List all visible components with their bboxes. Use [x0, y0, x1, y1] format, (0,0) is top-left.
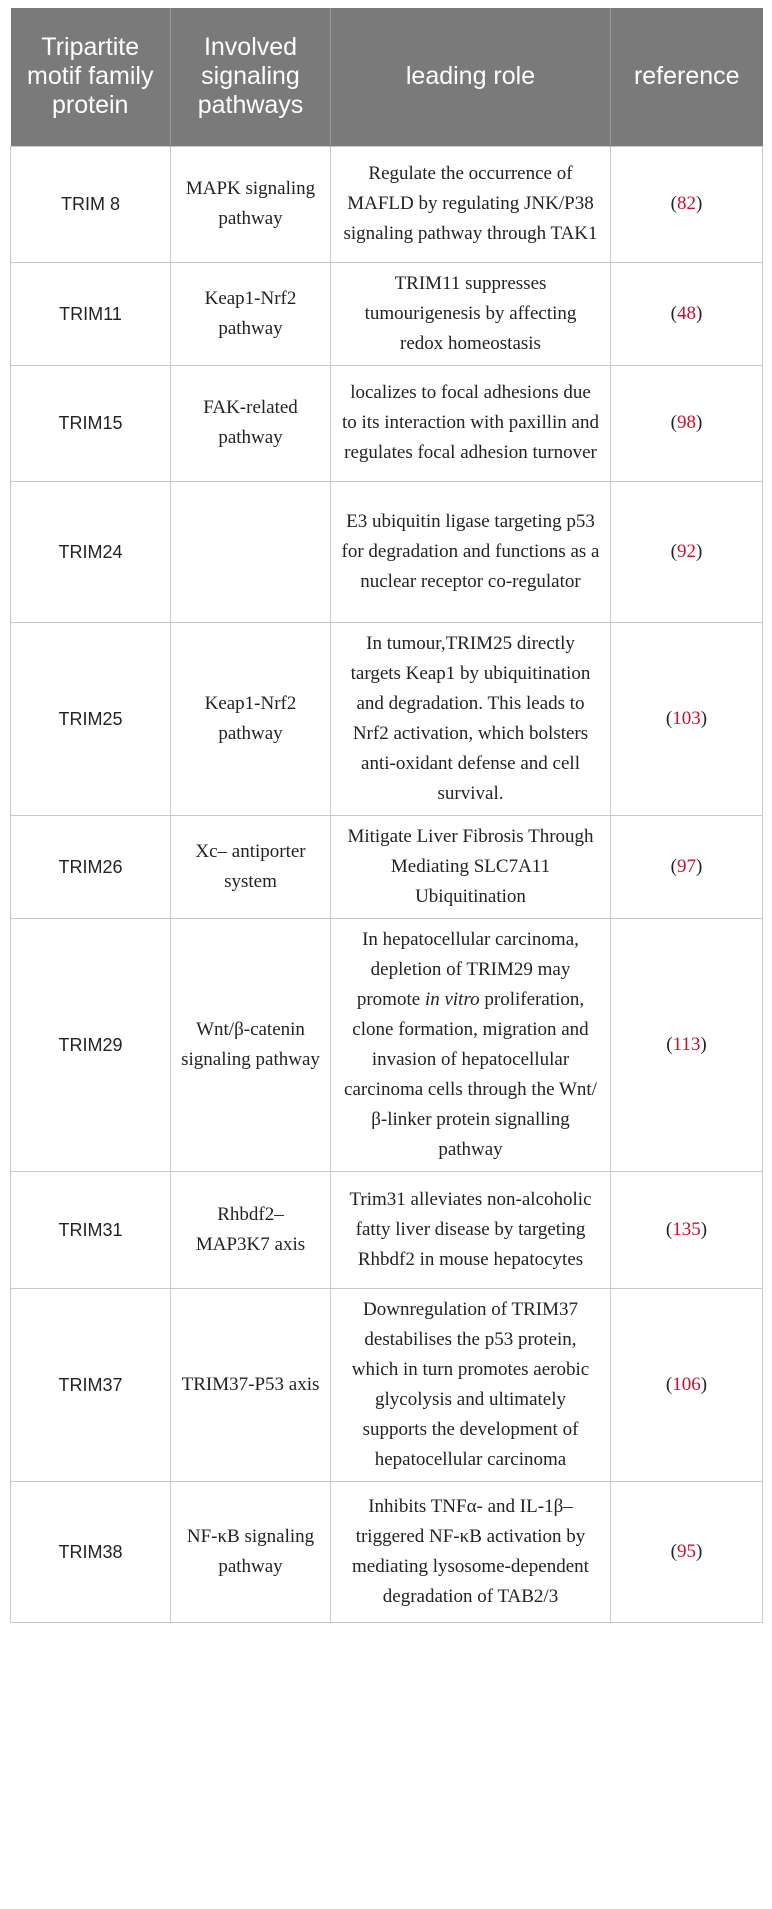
leading-role-cell — [331, 1288, 611, 1481]
reference-close-paren: ) — [700, 1373, 708, 1395]
leading-role-cell — [331, 262, 611, 365]
reference-close-paren: ) — [696, 302, 703, 324]
protein-cell: TRIM29 — [11, 918, 171, 1171]
reference-open-paren: ( — [665, 1373, 673, 1395]
role-text: localizes to focal adhesions due to its interaction with paxillin and regulates focal adhesion turnover — [342, 382, 599, 463]
role-text: TRIM11 suppresses tumourigenesis by affecting redox homeostasis — [364, 272, 577, 354]
leading-role-cell — [331, 1171, 611, 1288]
reference-link[interactable]: 92 — [677, 540, 696, 562]
pathway-cell: MAPK signaling pathway — [171, 146, 331, 262]
reference-cell — [611, 262, 763, 365]
reference-cell — [611, 918, 763, 1171]
pathway-cell: Xc– antiporter system — [171, 815, 331, 918]
table-row — [11, 146, 763, 262]
reference-open-paren: ( — [670, 1540, 677, 1562]
reference-cell — [611, 1171, 763, 1288]
reference-open-paren: ( — [670, 540, 677, 562]
reference-close-paren: ) — [700, 1218, 708, 1240]
table-header — [11, 8, 763, 146]
reference-cell — [611, 1288, 763, 1481]
protein-cell: TRIM37 — [11, 1288, 171, 1481]
table-row — [11, 815, 763, 918]
reference-link[interactable]: 97 — [677, 855, 696, 877]
reference-link[interactable]: 135 — [672, 1218, 701, 1240]
header-protein: Tripartite motif family protein — [11, 8, 171, 146]
protein-cell: TRIM15 — [11, 365, 171, 481]
reference-close-paren: ) — [696, 540, 703, 562]
reference-open-paren: ( — [666, 1033, 673, 1055]
table-body — [11, 146, 763, 1622]
reference-cell — [611, 146, 763, 262]
protein-cell: TRIM11 — [11, 262, 171, 365]
reference-close-paren: ) — [696, 193, 703, 214]
role-text: Trim31 alleviates non-alcoholic fatty liver disease by targeting Rhbdf2 in mouse hepatocytes — [349, 1188, 592, 1270]
header-leading-role: leading role — [331, 8, 611, 146]
pathway-cell: Keap1-Nrf2 pathway — [171, 622, 331, 815]
header-reference: reference — [611, 8, 763, 146]
reference-close-paren: ) — [696, 855, 703, 877]
role-text-italic: in vitro — [424, 988, 480, 1010]
leading-role-cell — [331, 918, 611, 1171]
leading-role-cell — [331, 481, 611, 622]
table-row — [11, 481, 763, 622]
reference-cell — [611, 1481, 763, 1622]
leading-role-cell — [331, 365, 611, 481]
table-row — [11, 918, 763, 1171]
reference-cell — [611, 815, 763, 918]
role-text: E3 ubiquitin ligase targeting p53 for degradation and functions as a nuclear receptor co-regulator — [341, 510, 600, 592]
header-row — [11, 8, 763, 146]
protein-cell: TRIM 8 — [11, 146, 171, 262]
protein-cell: TRIM25 — [11, 622, 171, 815]
leading-role-cell — [331, 1481, 611, 1622]
protein-pathway-table-container — [10, 8, 762, 1623]
pathway-cell: Keap1-Nrf2 pathway — [171, 262, 331, 365]
reference-cell — [611, 481, 763, 622]
reference-open-paren: ( — [670, 302, 677, 324]
role-text-continued: proliferation, clone formation, migration and invasion of hepatocellular carcinoma cells through the Wnt/β-linker protein signalling pathway — [344, 988, 597, 1160]
reference-cell — [611, 622, 763, 815]
pathway-cell: Rhbdf2–MAP3K7 axis — [171, 1171, 331, 1288]
leading-role-cell — [331, 815, 611, 918]
table-row — [11, 262, 763, 365]
pathway-cell — [171, 481, 331, 622]
role-text: Downregulation of TRIM37 destabilises the p53 protein, which in turn promotes aerobic glycolysis and ultimately supports the development of hepatocellular carcinoma — [351, 1298, 590, 1470]
leading-role-cell — [331, 146, 611, 262]
reference-link[interactable]: 106 — [672, 1373, 701, 1395]
reference-link[interactable]: 95 — [677, 1540, 696, 1562]
reference-open-paren: ( — [665, 1218, 673, 1240]
role-text: In hepatocellular carcinoma, depletion of TRIM29 may promote — [356, 928, 579, 1010]
reference-link[interactable]: 82 — [677, 193, 696, 214]
reference-close-paren: ) — [696, 1540, 703, 1562]
reference-open-paren: ( — [670, 193, 677, 214]
header-pathways: Involved signaling pathways — [171, 8, 331, 146]
protein-cell: TRIM24 — [11, 481, 171, 622]
pathway-cell: TRIM37-P53 axis — [171, 1288, 331, 1481]
reference-link[interactable]: 48 — [677, 302, 696, 324]
protein-cell: TRIM38 — [11, 1481, 171, 1622]
table-row — [11, 1481, 763, 1622]
leading-role-cell — [331, 622, 611, 815]
trim-protein-table — [10, 8, 763, 1623]
reference-link[interactable]: 98 — [677, 412, 696, 433]
table-row — [11, 365, 763, 481]
pathway-cell: FAK-related pathway — [171, 365, 331, 481]
table-row — [11, 1171, 763, 1288]
reference-link[interactable]: 103 — [672, 707, 701, 729]
role-text: Inhibits TNFα- and IL-1β–triggered NF-κB activation by mediating lysosome-dependent degradation of TAB2/3 — [352, 1495, 589, 1607]
table-row — [11, 1288, 763, 1481]
reference-close-paren: ) — [696, 412, 703, 433]
table-row — [11, 622, 763, 815]
role-text: In tumour,TRIM25 directly targets Keap1 by ubiquitination and degradation. This leads to Nrf2 activation, which bolsters anti-oxidant defense and cell survival. — [350, 632, 591, 804]
reference-close-paren: ) — [700, 707, 708, 729]
reference-open-paren: ( — [665, 707, 673, 729]
pathway-cell: NF-κB signaling pathway — [171, 1481, 331, 1622]
reference-open-paren: ( — [670, 412, 677, 433]
role-text: Mitigate Liver Fibrosis Through Mediating SLC7A11 Ubiquitination — [347, 825, 594, 907]
reference-open-paren: ( — [670, 855, 677, 877]
role-text: Regulate the occurrence of MAFLD by regulating JNK/P38 signaling pathway through TAK1 — [343, 163, 598, 244]
protein-cell: TRIM31 — [11, 1171, 171, 1288]
reference-link[interactable]: 113 — [672, 1033, 701, 1055]
pathway-cell: Wnt/β-catenin signaling pathway — [171, 918, 331, 1171]
reference-close-paren: ) — [700, 1033, 707, 1055]
reference-cell — [611, 365, 763, 481]
protein-cell: TRIM26 — [11, 815, 171, 918]
